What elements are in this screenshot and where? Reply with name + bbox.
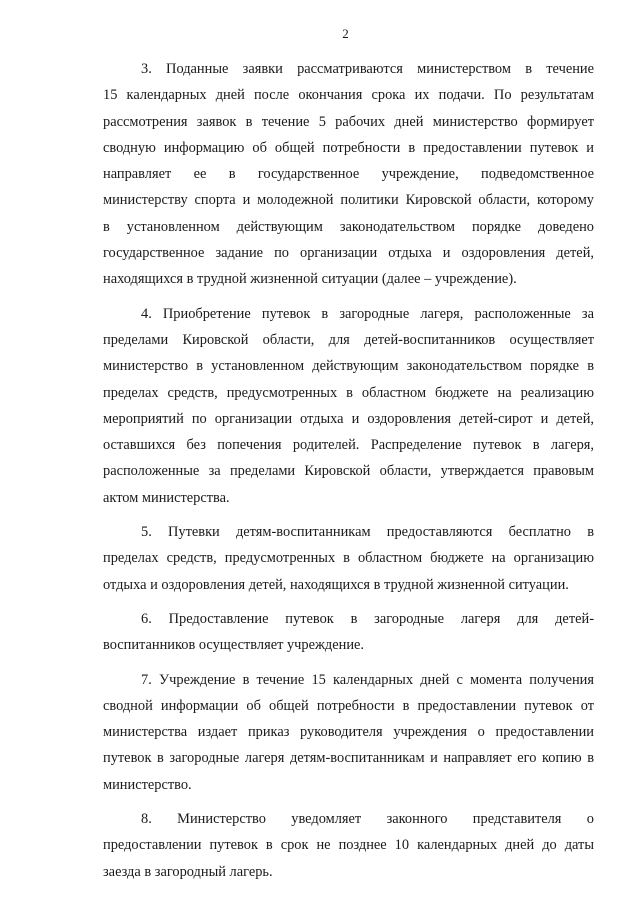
text-line: оставшихся без попечения родителей. Распределение путевок в лагеря, — [103, 437, 594, 454]
text-line: 7. Учреждение в течение 15 календарных дней с момента получения — [141, 671, 594, 688]
paragraph-5 — [103, 667, 594, 798]
text-line: в установленном действующим законодательством порядке доведено — [103, 218, 594, 235]
text-line: направляет ее в государственное учреждение, подведомственное — [103, 166, 594, 183]
text-line: сводной информации об общей потребности в предоставлении путевок от — [103, 697, 594, 714]
text-line: мероприятий по организации отдыха и оздоровления детей-сирот и детей, — [103, 410, 594, 427]
text-line: расположенные за пределами Кировской области, утверждается правовым — [103, 463, 594, 480]
text-line: актом министерства. — [103, 489, 230, 506]
text-line: пределах средств, предусмотренных в областном бюджете на организацию — [103, 550, 594, 567]
paragraph-1 — [103, 56, 594, 293]
text-line: находящихся в трудной жизненной ситуации (далее – учреждение). — [103, 271, 517, 288]
text-line: сводную информацию об общей потребности в предоставлении путевок и — [103, 139, 594, 156]
text-line: 5. Путевки детям-воспитанникам предоставляются бесплатно в — [141, 524, 594, 541]
text-line: рассмотрения заявок в течение 5 рабочих дней министерство формирует — [103, 113, 594, 130]
text-line: пределами Кировской области, для детей-воспитанников осуществляет — [103, 331, 594, 348]
text-line: 8. Министерство уведомляет законного представителя о — [141, 811, 594, 828]
text-line: предоставлении путевок в срок не позднее 10 календарных дней до даты — [103, 837, 594, 854]
text-line: министерство в установленном действующим законодательством порядке в — [103, 358, 594, 375]
text-line: 4. Приобретение путевок в загородные лагеря, расположенные за — [141, 305, 594, 322]
text-line: 15 календарных дней после окончания срока их подачи. По результатам — [103, 87, 594, 104]
paragraph-6 — [103, 806, 594, 885]
text-line: министерство. — [103, 776, 192, 793]
text-line: министерства издает приказ руководителя учреждения о предоставлении — [103, 724, 594, 741]
text-line: пределах средств, предусмотренных в областном бюджете на реализацию — [103, 384, 594, 401]
text-line: воспитанников осуществляет учреждение. — [103, 637, 365, 654]
text-line: заезда в загородный лагерь. — [103, 863, 273, 880]
text-line: министерству спорта и молодежной политики Кировской области, которому — [103, 192, 594, 209]
paragraph-3 — [103, 519, 594, 598]
text-line: государственное задание по организации отдыха и оздоровления детей, — [103, 245, 594, 262]
paragraph-4 — [103, 606, 594, 659]
text-line: отдыха и оздоровления детей, находящихся в трудной жизненной ситуации. — [103, 576, 569, 593]
text-line: 6. Предоставление путевок в загородные лагеря для детей- — [141, 610, 594, 627]
text-line: путевок в загородные лагеря детям-воспитанникам и направляет его копию в — [103, 750, 594, 767]
paragraph-2 — [103, 301, 594, 511]
text-line: 3. Поданные заявки рассматриваются министерством в течение — [141, 61, 594, 77]
document-body — [103, 56, 594, 885]
page-number: 2 — [342, 26, 349, 41]
